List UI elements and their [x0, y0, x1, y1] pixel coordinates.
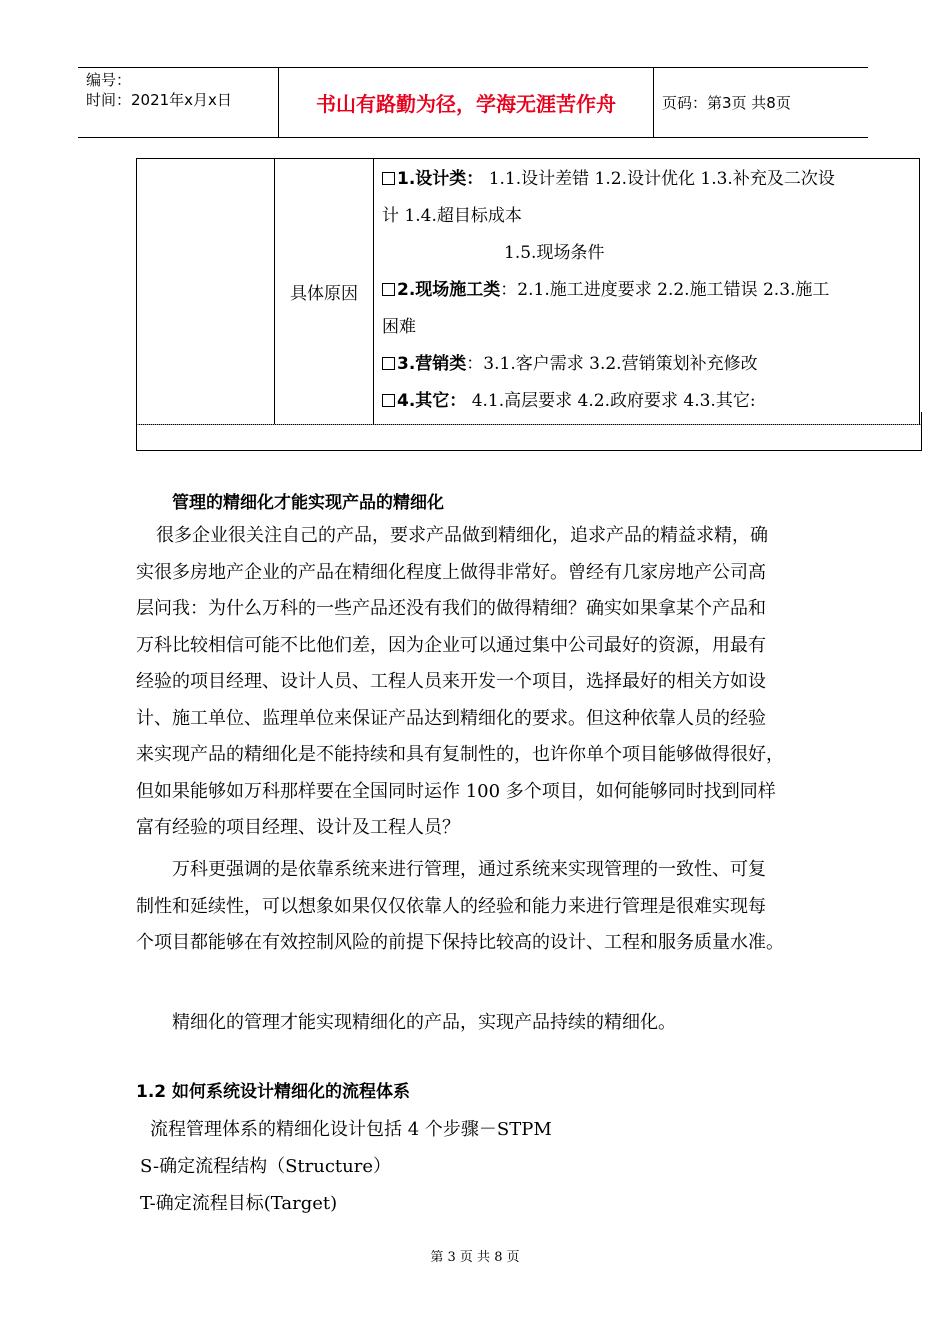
- cause-option-design-site: 1.5.现场条件: [504, 243, 605, 263]
- paragraph-line: 制性和延续性，可以想象如果仅仅依靠人的经验和能力来进行管理是很难实现每: [136, 895, 766, 917]
- table-row: [137, 159, 920, 425]
- change-cause-table: [136, 158, 920, 425]
- cause-option-marketing: 3.营销类：3.1.客户需求 3.2.营销策划补充修改: [382, 346, 915, 383]
- paragraph-1: [136, 518, 826, 847]
- document-date: 时间：2021年x月x日: [86, 91, 232, 109]
- paragraph-line: 万科比较相信可能不比他们差，因为企业可以通过集中公司最好的资源，用最有: [136, 634, 766, 656]
- paragraph-line: 很多企业很关注自己的产品，要求产品做到精细化，追求产品的精益求精，确: [156, 525, 768, 546]
- header-slogan: 书山有路勤为径，学海无涯苦作舟: [278, 68, 654, 137]
- checkbox-icon[interactable]: [382, 357, 395, 370]
- cause-options-cell: [374, 159, 920, 425]
- paragraph-line: 富有经验的项目经理、设计及工程人员？: [136, 817, 460, 838]
- paragraph-line: 经验的项目经理、设计人员、工程人员来开发一个项目，选择最好的相关方如设: [136, 671, 766, 692]
- stpm-intro: 流程管理体系的精细化设计包括 4 个步骤－STPM: [150, 1119, 552, 1140]
- header-meta: [86, 68, 278, 139]
- paragraph-line: 来实现产品的精细化是不能持续和具有复制性的，也许你单个项目能够做得很好，: [136, 744, 784, 765]
- paragraph-line: 计、施工单位、监理单位来保证产品达到精细化的要求。但这种依靠人员的经验: [136, 707, 766, 729]
- cause-option-design: 1.设计类： 1.1.设计差错 1.2.设计优化 1.3.补充及二次设: [382, 161, 915, 198]
- row-label-cell: 具体原因: [275, 159, 374, 425]
- paragraph-line: 个项目都能够在有效控制风险的前提下保持比较高的设计、工程和服务质量水准。: [136, 932, 784, 953]
- checkbox-icon[interactable]: [382, 394, 395, 407]
- stpm-step-t: T-确定流程目标(Target): [140, 1193, 338, 1214]
- checkbox-icon[interactable]: [382, 172, 395, 185]
- page-header: [78, 67, 868, 138]
- paragraph-line: 层问我：为什么万科的一些产品还没有我们的做得精细？确实如果拿某个产品和: [136, 598, 766, 619]
- checkbox-icon[interactable]: [382, 283, 395, 296]
- section-subtitle: 管理的精细化才能实现产品的精细化: [172, 493, 444, 513]
- paragraph-line: 实很多房地产企业的产品在精细化程度上做得非常好。曾经有几家房地产公司高: [136, 561, 766, 583]
- document-number-label: 编号：: [86, 71, 132, 89]
- cause-option-design-cont: 计 1.4.超目标成本: [382, 206, 522, 226]
- paragraph-line: 万科更强调的是依靠系统来进行管理，通过系统来实现管理的一致性、可复: [172, 859, 766, 880]
- stpm-step-s: S-确定流程结构（Structure）: [140, 1156, 391, 1177]
- cause-option-construction: 2.现场施工类：2.1.施工进度要求 2.2.施工错误 2.3.施工: [382, 272, 915, 309]
- page-footer: 第 3 页 共 8 页: [430, 1250, 520, 1265]
- table-empty-cell: [137, 159, 275, 425]
- paragraph-2: [136, 852, 826, 962]
- header-page-code: 页码：第3页 共8页: [662, 94, 791, 112]
- divider: [137, 424, 921, 425]
- paragraph-3: 精细化的管理才能实现精细化的产品，实现产品持续的精细化。: [172, 1012, 676, 1033]
- section-heading-1-2: 1.2 如何系统设计精细化的流程体系: [136, 1082, 411, 1102]
- cause-option-construction-cont: 困难: [382, 317, 416, 337]
- cause-option-other: 4.其它： 4.1.高层要求 4.2.政府要求 4.3.其它:: [382, 383, 915, 420]
- table-empty-row: [136, 412, 922, 451]
- paragraph-line: 但如果能够如万科那样要在全国同时运作 100 多个项目，如何能够同时找到同样: [136, 780, 776, 802]
